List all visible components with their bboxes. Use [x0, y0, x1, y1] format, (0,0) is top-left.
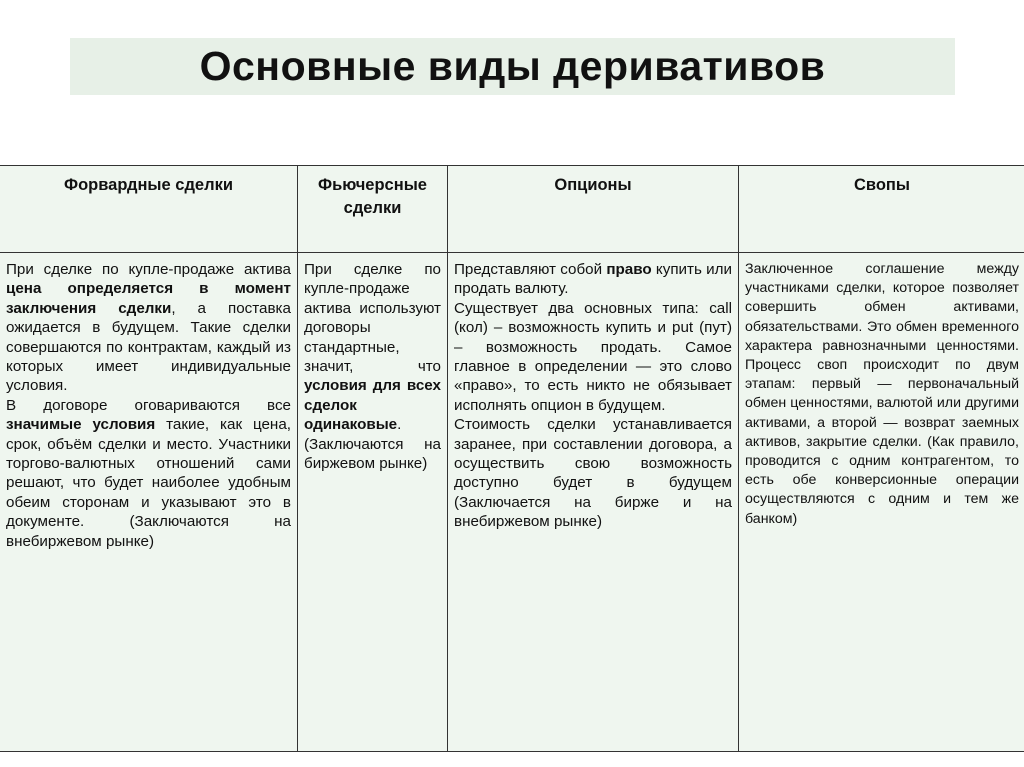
paragraph: [304, 260, 441, 473]
header-row: [0, 166, 1024, 253]
text: Заключенное соглашение между участниками сделки, которое позволяет совершить обмен активами, обязательствами. Это обмен временного характера равнозначными ценностями. Процесс своп происходит по двум этапам: первый — первоначальный обмен ценностями, валютой или другими активами, а второй — возврат заемных активов, закрытие сделки. (Как правило, проводится с одним контрагентом, то есть обе конверсионные операции осуществляются с одним и тем же банком): [745, 261, 1019, 527]
title-band: [70, 38, 955, 95]
cell-forwards: [0, 253, 298, 752]
bold-text: право: [606, 261, 652, 278]
text: Представляют собой: [454, 261, 607, 278]
paragraph: [454, 299, 732, 415]
paragraph: [454, 415, 732, 531]
text: При сделке по купле-продаже актива используют договоры стандартные, значит, что: [304, 261, 441, 376]
header-options: Опционы: [448, 166, 739, 253]
header-forwards: Форвардные сделки: [0, 166, 298, 253]
bold-text: значимые условия: [6, 416, 156, 434]
cell-futures: [298, 253, 448, 752]
derivatives-table: [0, 165, 1024, 752]
body-row: [0, 253, 1024, 752]
bold-text: цена определяется в момент заключения сделки: [6, 280, 291, 317]
cell-options: [448, 253, 739, 752]
text: Существует два основных типа: call (кол) – возможность купить и put (пут) – возможность продать. Самое главное в определении — это слово «право», то есть никто не обязывает исполнять опцион в будущем.: [454, 299, 732, 414]
bold-text: условия для всех сделок одинаковые: [304, 377, 441, 434]
paragraph: [6, 260, 291, 396]
text: Стоимость сделки устанавливается заранее, при составлении договора, а осуществить свою возможность доступно будет в будущем (Заключается на бирже и на внебиржевом рынке): [454, 416, 732, 531]
text: При сделке по купле-продаже актива: [6, 261, 291, 278]
cell-swaps: [739, 253, 1024, 752]
text: такие, как цена, срок, объём сделки и место. Участники торгово-валютных отношений сами решают, что будет наиболее удобным обеим сторонам и указывают это в документе. (Заключаются на внебиржевом рынке): [6, 416, 291, 550]
header-swaps: Свопы: [739, 166, 1024, 253]
text: купить или продать валюту.: [454, 261, 732, 298]
text: . (Заключаются на биржевом рынке): [304, 416, 441, 473]
header-futures: Фьючерсные сделки: [298, 166, 448, 253]
page-title: Основные виды деривативов: [199, 43, 826, 89]
paragraph: [6, 396, 291, 551]
text: , а поставка ожидается в будущем. Такие сделки совершаются по контрактам, каждый из которых имеет индивидуальные условия.: [6, 299, 291, 395]
paragraph: [745, 260, 1019, 529]
text: В договоре оговариваются все: [6, 396, 291, 414]
paragraph: [454, 260, 732, 299]
